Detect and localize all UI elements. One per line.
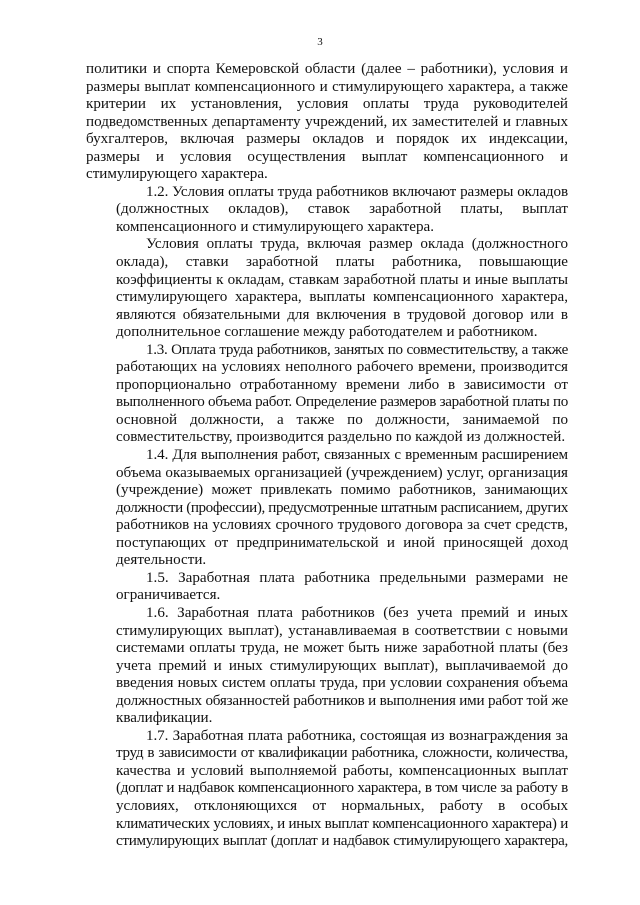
text-line: учета премий и иных стимулирующих выплат), выплачиваемой до bbox=[116, 657, 568, 674]
text-line: 1.7. Заработная плата работника, состоящая из вознаграждения за bbox=[146, 727, 568, 744]
text-line: стимулирующего характера. bbox=[86, 166, 268, 183]
paragraph-1-5 bbox=[86, 570, 568, 605]
page-number: 3 bbox=[317, 36, 323, 48]
text-line: размеры и условия осуществления выплат компенсационного и bbox=[86, 148, 568, 165]
text-line: климатических условиях, и иных выплат компенсационного характера) и bbox=[116, 815, 568, 832]
text-line: 1.3. Оплата труда работников, занятых по совместительству, а также bbox=[146, 341, 568, 358]
text-line: бухгалтеров, включая размеры окладов и порядок их индексации, bbox=[86, 131, 568, 148]
text-line: 1.2. Условия оплаты труда работников включают размеры окладов bbox=[146, 183, 568, 200]
text-line: компенсационного и стимулирующего характера. bbox=[116, 218, 434, 235]
paragraph-1-2 bbox=[86, 184, 568, 237]
text-line: труд в зависимости от квалификации работника, сложности, количества, bbox=[116, 745, 568, 762]
text-line: 1.6. Заработная плата работников (без учета премий и иных bbox=[146, 604, 568, 621]
text-line: квалификации. bbox=[116, 710, 213, 727]
text-line: должности (профессии), предусмотренные штатным расписанием, других bbox=[116, 499, 568, 516]
text-line: выполненного объема работ. Определение размеров заработной платы по bbox=[116, 394, 568, 411]
text-line: (доплат и надбавок компенсационного характера, в том числе за работу в bbox=[116, 780, 568, 797]
text-line: являются обязательными для включения в трудовой договор или в bbox=[116, 306, 568, 323]
text-line: пропорционально отработанному времени либо в зависимости от bbox=[116, 376, 568, 393]
text-line: (должностных окладов), ставок заработной платы, выплат bbox=[116, 201, 568, 218]
text-line: 1.5. Заработная плата работника предельными размерами не bbox=[146, 569, 568, 586]
paragraph-1-7 bbox=[86, 728, 568, 851]
text-line: объема оказываемых организацией (учреждением) услуг, организация bbox=[116, 464, 568, 481]
paragraph-1-6 bbox=[86, 605, 568, 728]
paragraph-pay-conditions bbox=[86, 236, 568, 341]
text-line: стимулирующих выплат), устанавливаемая в соответствии с новыми bbox=[116, 622, 568, 639]
paragraph-1-3 bbox=[86, 342, 568, 447]
text-line: оклада), ставки заработной платы работника, повышающие bbox=[116, 254, 568, 271]
text-line: Условия оплаты труда, включая размер оклада (должностного bbox=[146, 236, 568, 253]
text-line: (учреждение) может привлекать помимо работников, занимающих bbox=[116, 482, 568, 499]
text-line: совместительству, производится раздельно по каждой из должностей. bbox=[116, 429, 566, 446]
text-line: работающих на условиях неполного рабочего времени, производится bbox=[116, 359, 568, 376]
text-line: размеры выплат компенсационного и стимулирующего характера, а также bbox=[86, 78, 568, 95]
text-line: системами оплаты труда, не может быть ниже заработной платы (без bbox=[116, 640, 568, 657]
text-line: основной должности, а также по должности, занимаемой по bbox=[116, 411, 568, 428]
text-line: подведомственных департаменту учреждений, их заместителей и главных bbox=[86, 113, 568, 130]
paragraph-intro-continuation bbox=[86, 61, 568, 184]
text-line: критерии их установления, условия оплаты труда руководителей bbox=[86, 96, 568, 113]
text-line: стимулирующих выплат (доплат и надбавок стимулирующего характера, bbox=[116, 833, 568, 850]
text-line: ограничивается. bbox=[116, 587, 221, 604]
text-line: поступающих от предпринимательской и иной приносящей доход bbox=[116, 534, 568, 551]
text-line: 1.4. Для выполнения работ, связанных с временным расширением bbox=[146, 447, 568, 464]
text-line: коэффициенты к окладам, ставкам заработной платы и иные выплаты bbox=[116, 271, 568, 288]
paragraph-1-4 bbox=[86, 447, 568, 570]
text-line: дополнительное соглашение между работодателем и работником. bbox=[116, 324, 538, 341]
document-body bbox=[86, 61, 568, 851]
text-line: политики и спорта Кемеровской области (далее – работники), условия и bbox=[86, 61, 568, 77]
text-line: должностных обязанностей работников и выполнения ими работ той же bbox=[116, 692, 568, 709]
text-line: качества и условий выполняемой работы, компенсационных выплат bbox=[116, 762, 568, 779]
text-line: условиях, отклоняющихся от нормальных, работу в особых bbox=[116, 797, 568, 814]
text-line: работников на условиях срочного трудового договора за счет средств, bbox=[116, 517, 568, 534]
text-line: введения новых систем оплаты труда, при условии сохранения объема bbox=[116, 675, 568, 692]
text-line: деятельности. bbox=[116, 552, 207, 569]
text-line: стимулирующего характера, выплаты компенсационного характера, bbox=[116, 289, 568, 306]
